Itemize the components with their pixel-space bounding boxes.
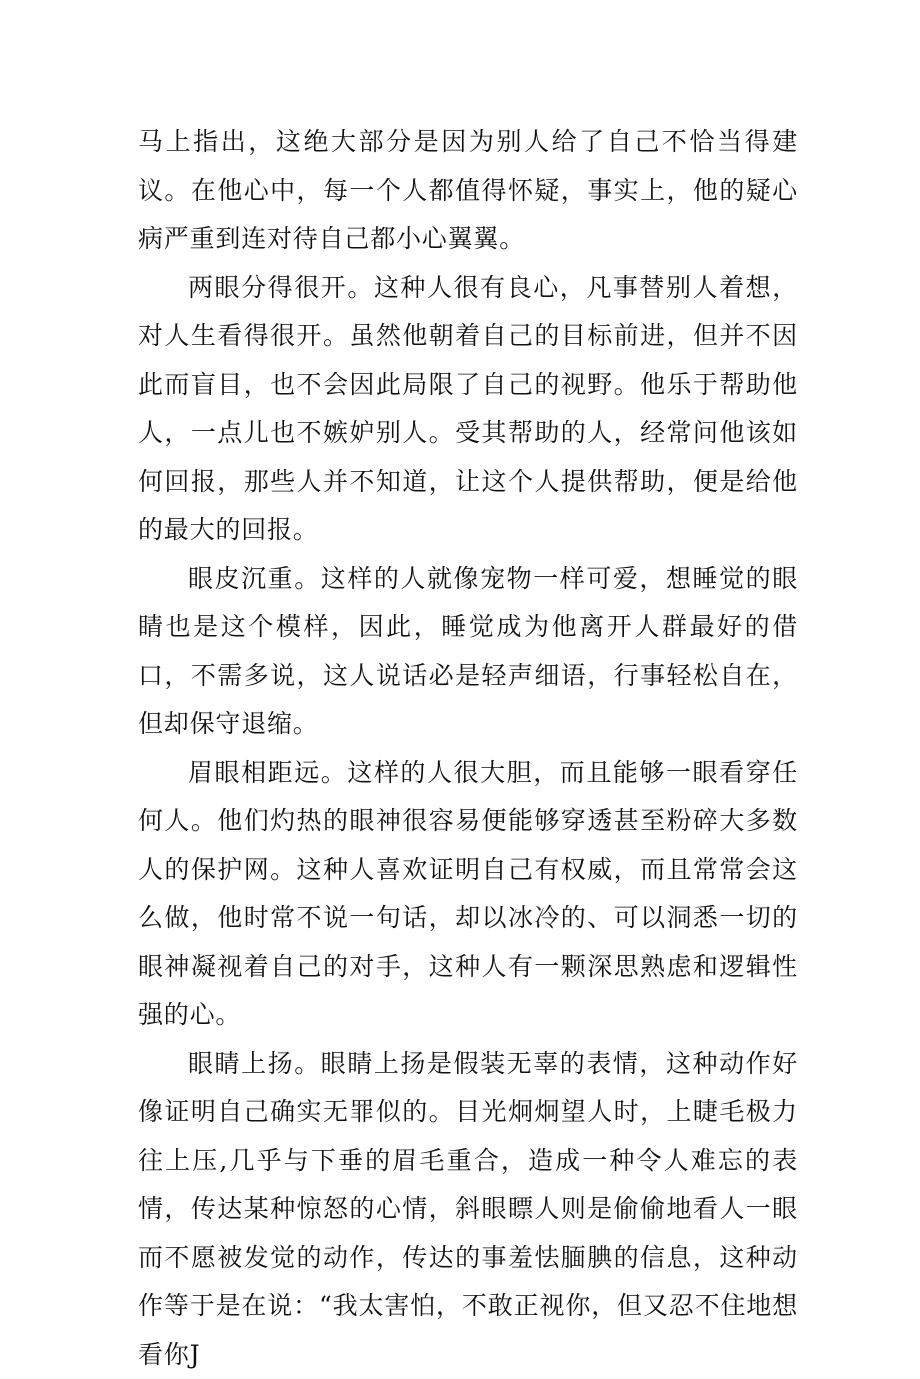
paragraph-5: 眼睛上扬。眼睛上扬是假装无辜的表情，这种动作好像证明自己确实无罪似的。目光炯炯望人时，上睫毛极力往上压,几乎与下垂的眉毛重合，造成一种令人难忘的表情，传达某种惊怒的心情，斜眼瞟人则是偷偷地看人一眼而不愿被发觉的动作，传达的事羞怯腼腆的信息，这种动作等于是在说：“我太害怕，不敢正视你，但又忍不住地想看你J (138, 1040, 798, 1379)
body-text (138, 118, 798, 1379)
paragraph-3: 眼皮沉重。这样的人就像宠物一样可爱，想睡觉的眼睛也是这个模样，因此，睡觉成为他离开人群最好的借口，不需多说，这人说话必是轻声细语，行事轻松自在，但却保守退缩。 (138, 555, 798, 749)
paragraph-1: 马上指出，这绝大部分是因为别人给了自己不恰当得建议。在他心中，每一个人都值得怀疑，事实上，他的疑心病严重到连对待自己都小心翼翼。 (138, 118, 798, 264)
paragraph-4: 眉眼相距远。这样的人很大胆，而且能够一眼看穿任何人。他们灼热的眼神很容易便能够穿透甚至粉碎大多数人的保护网。这种人喜欢证明自己有权威，而且常常会这么做，他时常不说一句话，却以冰冷的、可以洞悉一切的眼神凝视着自己的对手，这种人有一颗深思熟虑和逻辑性强的心。 (138, 749, 798, 1040)
paragraph-2: 两眼分得很开。这种人很有良心，凡事替别人着想，对人生看得很开。虽然他朝着自己的目标前进，但并不因此而盲目，也不会因此局限了自己的视野。他乐于帮助他人，一点儿也不嫉妒别人。受其帮助的人，经常问他该如何回报，那些人并不知道，让这个人提供帮助，便是给他的最大的回报。 (138, 264, 798, 555)
